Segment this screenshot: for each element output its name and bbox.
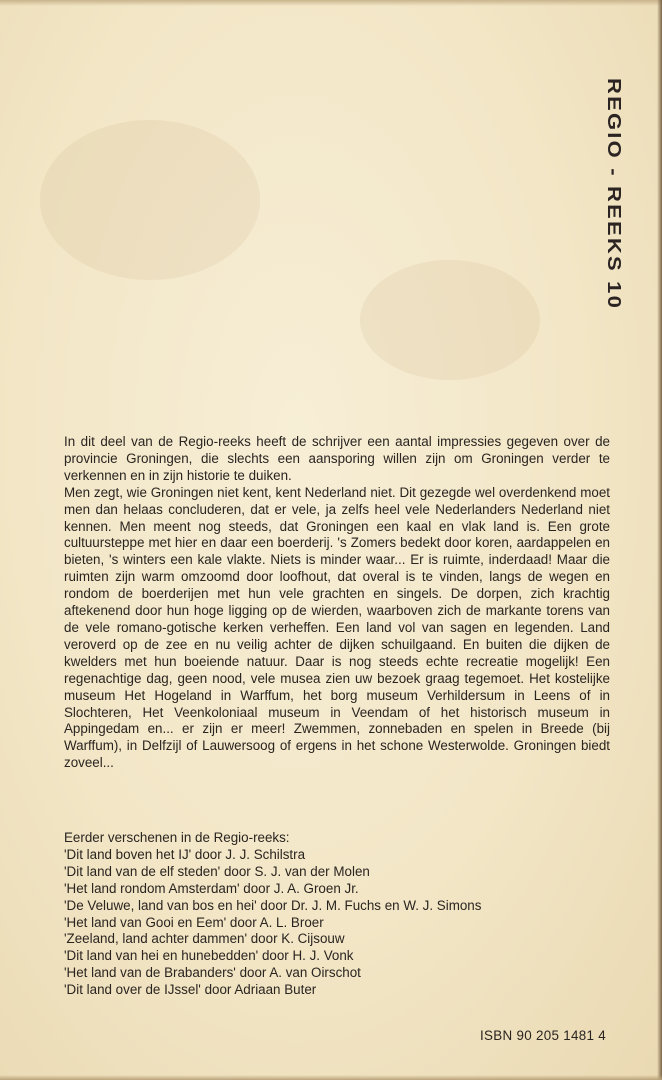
list-item: 'Dit land boven het IJ' door J. J. Schilstra: [64, 846, 306, 862]
paper-stain: [360, 260, 540, 380]
series-title-vertical: REGIO - REEKS 10: [603, 78, 625, 311]
paper-stain: [40, 120, 260, 280]
cover-edge-right: [657, 0, 662, 1080]
cover-edge-bottom: [0, 1075, 662, 1080]
list-item: 'De Veluwe, land van bos en hei' door Dr. J. M. Fuchs en W. J. Simons: [64, 897, 482, 913]
cover-edge-top: [0, 0, 662, 6]
blurb-text: [64, 434, 610, 772]
list-item: 'Het land rondom Amsterdam' door J. A. Groen Jr.: [64, 880, 359, 896]
list-item: 'Het land van de Brabanders' door A. van Oirschot: [64, 965, 361, 981]
series-list-heading: Eerder verschenen in de Regio-reeks:: [64, 830, 290, 845]
list-item: 'Dit land over de IJssel' door Adriaan Buter: [64, 982, 317, 998]
blurb-paragraph-intro: In dit deel van de Regio-reeks heeft de schrijver een aantal impressies gegeven over de provincie Groningen, die slechts een aansporing willen zijn om Groningen verder te verkennen en in zijn historie te duiken.: [64, 434, 610, 483]
list-item: 'Dit land van hei en hunebedden' door H. J. Vonk: [64, 948, 354, 964]
list-item: 'Dit land van de elf steden' door S. J. van der Molen: [64, 863, 370, 879]
series-list: [64, 830, 610, 999]
blurb-paragraph-main: Men zegt, wie Groningen niet kent, kent Nederland niet. Dit gezegde wel overdenkend moet men dan helaas concluderen, dat er vele, ja zelfs heel vele Nederlanders Nederland niet kennen. Men meent nog steeds, dat Groningen een kaal en vlak land is. Een grote cultuursteppe met hier en daar een boerderij. 's Zomers bedekt door koren, aardappelen en bieten, 's winters een kale vlakte. Niets is minder waar... Er is ruimte, inderdaad! Maar die ruimten zijn warm omzoomd door loofhout, dat overal is te vinden, langs de wegen en rondom de boerderijen met hun vele grachten en singels. De dorpen, zich krachtig aftekenend door hun hoge ligging op de wierden, waarboven zich de markante torens van de vele romano-gotische kerken verheffen. Een land vol van sagen en legenden. Land veroverd op de zee en nu veilig achter de dijken schuilgaand. En buiten die dijken de kwelders met hun boeiende natuur. Daar is nog steeds echte recreatie mogelijk! Een regenachtige dag, geen nood, vele musea zien uw bezoek graag tegemoet. Het kostelijke museum Het Hogeland in Warffum, het borg museum Verhildersum in Leens of in Slochteren, Het Veenkoloniaal museum in Veendam of het historisch museum in Appingedam en... er zijn er meer! Zwemmen, zonnebaden en spelen in Breede (bij Warffum), in Delfzijl of Lauwersoog of ergens in het schone Westerwolde. Groningen biedt zoveel...: [64, 484, 610, 771]
list-item: 'Het land van Gooi en Eem' door A. L. Broer: [64, 914, 324, 930]
list-item: 'Zeeland, land achter dammen' door K. Cijsouw: [64, 931, 345, 947]
isbn-number: ISBN 90 205 1481 4: [479, 1028, 606, 1043]
